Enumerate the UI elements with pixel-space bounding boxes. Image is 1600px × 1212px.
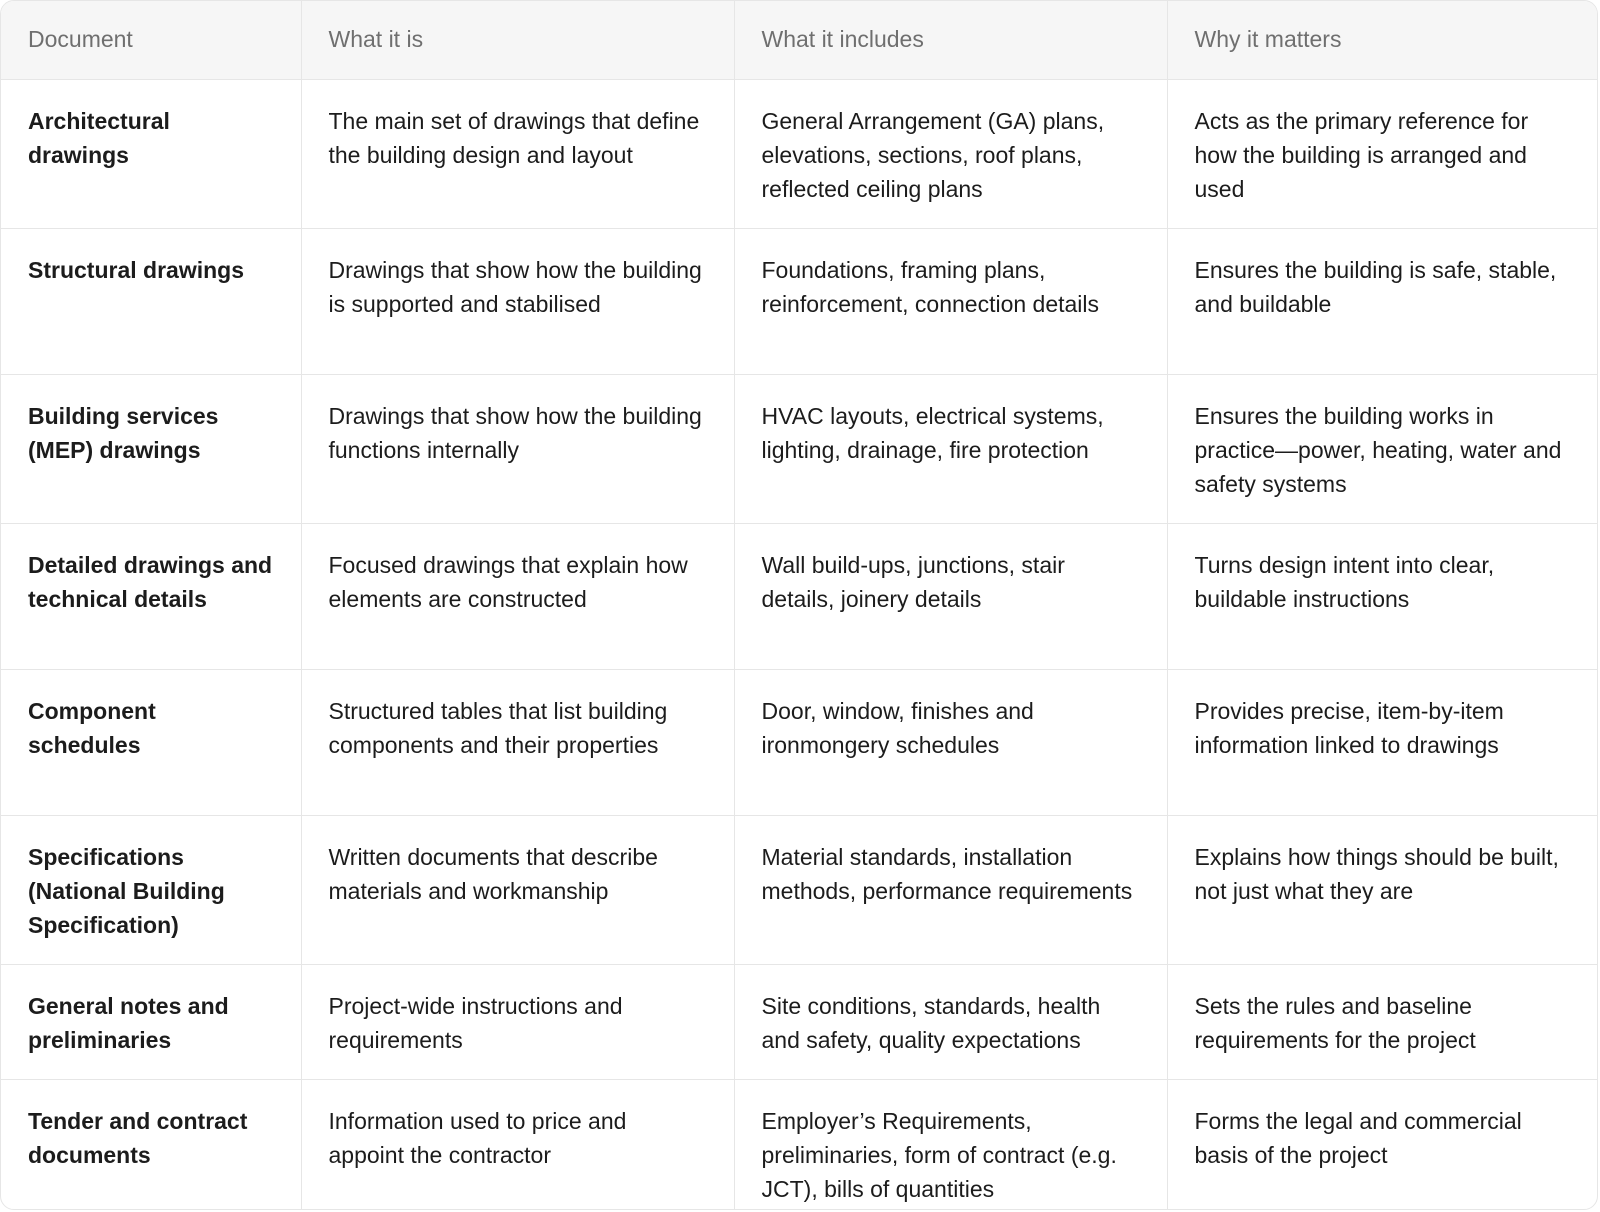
table-row xyxy=(1,228,1597,374)
table-row xyxy=(1,669,1597,815)
documents-table xyxy=(1,1,1597,1210)
cell-what-it-includes: Site conditions, standards, health and safety, quality expectations xyxy=(734,964,1167,1079)
header-row xyxy=(1,1,1597,79)
cell-document: Structural drawings xyxy=(1,228,301,374)
table-row xyxy=(1,374,1597,523)
cell-what-it-is: Focused drawings that explain how elements are constructed xyxy=(301,523,734,669)
cell-what-it-includes: Foundations, framing plans, reinforcement, connection details xyxy=(734,228,1167,374)
cell-document: Specifications (National Building Specification) xyxy=(1,815,301,964)
cell-what-it-is: Project-wide instructions and requirements xyxy=(301,964,734,1079)
column-header-what-it-includes: What it includes xyxy=(734,1,1167,79)
cell-why-it-matters: Turns design intent into clear, buildable instructions xyxy=(1167,523,1597,669)
cell-document: Tender and contract documents xyxy=(1,1079,301,1210)
cell-why-it-matters: Explains how things should be built, not just what they are xyxy=(1167,815,1597,964)
cell-why-it-matters: Forms the legal and commercial basis of the project xyxy=(1167,1079,1597,1210)
cell-what-it-includes: General Arrangement (GA) plans, elevations, sections, roof plans, reflected ceiling plans xyxy=(734,79,1167,228)
table-row xyxy=(1,815,1597,964)
column-header-why-it-matters: Why it matters xyxy=(1194,26,1342,53)
cell-what-it-is: Information used to price and appoint the contractor xyxy=(301,1079,734,1210)
column-header-document: Document xyxy=(1,1,301,79)
cell-what-it-includes: Material standards, installation methods, performance requirements xyxy=(734,815,1167,964)
table-header xyxy=(1,1,1597,79)
cell-document: Detailed drawings and technical details xyxy=(1,523,301,669)
cell-what-it-includes: HVAC layouts, electrical systems, lighting, drainage, fire protection xyxy=(734,374,1167,523)
cell-what-it-includes: Wall build-ups, junctions, stair details, joinery details xyxy=(734,523,1167,669)
table-row xyxy=(1,79,1597,228)
cell-why-it-matters: Provides precise, item-by-item information linked to drawings xyxy=(1167,669,1597,815)
cell-what-it-is: Structured tables that list building components and their properties xyxy=(301,669,734,815)
cell-why-it-matters: Ensures the building works in practice—power, heating, water and safety systems xyxy=(1167,374,1597,523)
table-body xyxy=(1,79,1597,1210)
table-row xyxy=(1,1079,1597,1210)
cell-document: Architectural drawings xyxy=(1,79,301,228)
column-header-what-it-is: What it is xyxy=(301,1,734,79)
cell-what-it-includes: Employer’s Requirements, preliminaries, form of contract (e.g. JCT), bills of quantities xyxy=(734,1079,1167,1210)
cell-why-it-matters: Sets the rules and baseline requirements for the project xyxy=(1167,964,1597,1079)
cell-document: Building services (MEP) drawings xyxy=(1,374,301,523)
cell-what-it-is: The main set of drawings that define the building design and layout xyxy=(301,79,734,228)
cell-document: General notes and preliminaries xyxy=(1,964,301,1079)
cell-why-it-matters: Acts as the primary reference for how the building is arranged and used xyxy=(1167,79,1597,228)
table-row xyxy=(1,964,1597,1079)
cell-why-it-matters: Ensures the building is safe, stable, and buildable xyxy=(1167,228,1597,374)
cell-what-it-includes: Door, window, finishes and ironmongery schedules xyxy=(734,669,1167,815)
cell-document: Component schedules xyxy=(1,669,301,815)
table-row xyxy=(1,523,1597,669)
cell-what-it-is: Written documents that describe materials and workmanship xyxy=(301,815,734,964)
cell-what-it-is: Drawings that show how the building functions internally xyxy=(301,374,734,523)
cell-what-it-is: Drawings that show how the building is supported and stabilised xyxy=(301,228,734,374)
